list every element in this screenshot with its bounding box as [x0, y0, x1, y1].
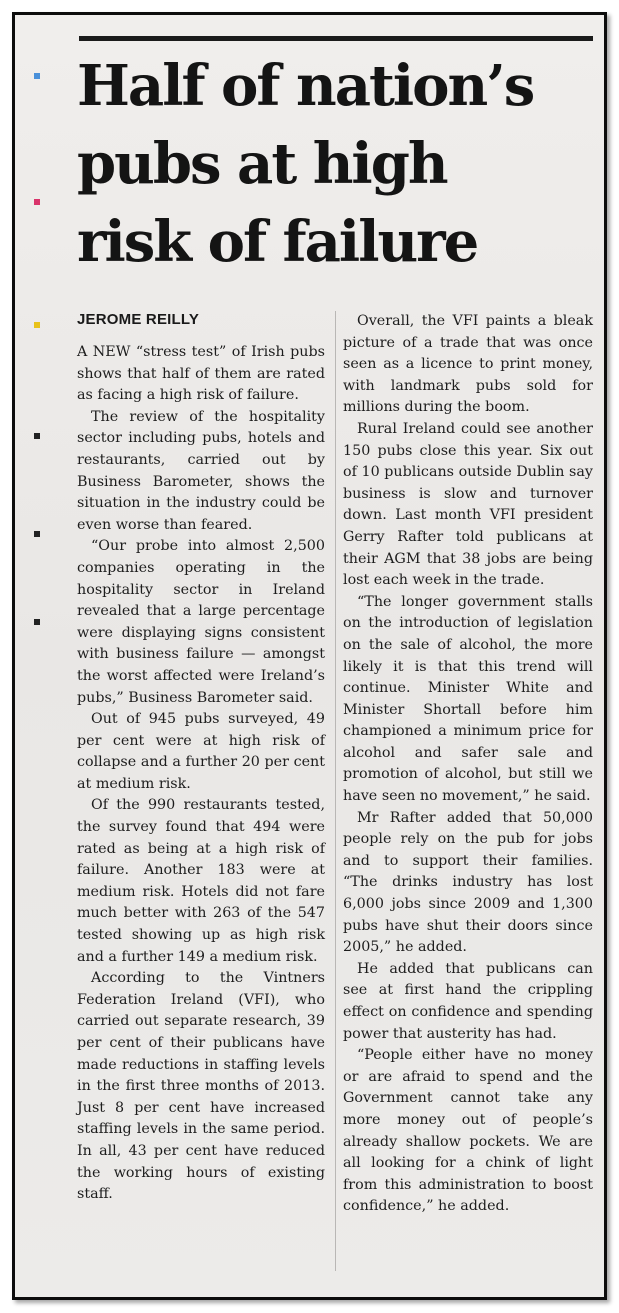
clipping-frame [12, 12, 607, 1300]
top-rule [79, 36, 593, 41]
paragraph: “The longer government stalls on the introduction of legislation on the sale of alcohol, the more likely it is that this trend will continue. Minister White and Minister Shortall before him championed a minimum price for alcohol and safer sale and promotion of alcohol, but still we have seen no movement,” he said. [343, 593, 593, 805]
headline-line: Half of nation’s [77, 53, 534, 119]
black-register-mark [34, 531, 40, 537]
headline-line: pubs at high [77, 131, 447, 197]
paragraph: According to the Vintners Federation Ireland (VFI), who carried out separate research, 39 per cent of their publicans have made reductions in staffing levels in the first three months of 2013. Just 8 per cent have increased staffing levels in the same period. In all, 43 per cent have reduced the working hours of existing staff. [77, 970, 325, 1203]
column-divider [335, 311, 336, 1271]
right-column [343, 311, 593, 1218]
paragraph: He added that publicans can see at first hand the crippling effect on confidence and spending power that austerity has had. [343, 960, 593, 1042]
paragraph: Rural Ireland could see another 150 pubs close this year. Six out of 10 publicans outside Dublin say business is slow and turnover down. Last month VFI president Gerry Rafter told publicans at their AGM that 38 jobs are being lost each week in the trade. [343, 420, 593, 589]
blue-register-mark [34, 73, 40, 79]
headline [77, 47, 597, 281]
paragraph: Of the 990 restaurants tested, the survey found that 494 were rated as being at a high risk of failure. Another 183 were at medium risk. Hotels did not fare much better with 263 of the 547 tested showing up as high risk and a further 149 a medium risk. [77, 797, 325, 965]
paragraph: “People either have no money or are afraid to spend and the Government cannot take any more money out of people’s already shallow pockets. We are all looking for a chink of light from this administration to boost confidence,” he added. [343, 1047, 593, 1215]
black-register-mark [34, 433, 40, 439]
paragraph: The review of the hospitality sector including pubs, hotels and restaurants, carried out by Business Barometer, shows the situation in the industry could be even worse than feared. [77, 408, 325, 533]
paragraph: Out of 945 pubs surveyed, 49 per cent were at high risk of collapse and a further 20 per cent at medium risk. [77, 711, 325, 792]
headline-line: risk of failure [77, 209, 478, 275]
newspaper-clipping [15, 15, 604, 1297]
paragraph: Mr Rafter added that 50,000 people rely on the pub for jobs and to support their families. “The drinks industry has lost 6,000 jobs since 2009 and 1,300 pubs have shut their doors since 2005,” he added. [343, 809, 593, 956]
byline: JEROME REILLY [77, 311, 200, 328]
black-register-mark [34, 619, 40, 625]
yellow-register-mark [34, 322, 40, 328]
left-column [77, 342, 325, 1206]
paragraph: A NEW “stress test” of Irish pubs shows that half of them are rated as facing a high risk of failure. [77, 344, 325, 404]
magenta-register-mark [34, 199, 40, 205]
paragraph: “Our probe into almost 2,500 companies operating in the hospitality sector in Ireland revealed that a large percentage were displaying signs consistent with business failure — amongst the worst affected were Ireland’s pubs,” Business Barometer said. [77, 538, 325, 706]
paragraph: Overall, the VFI paints a bleak picture of a trade that was once seen as a licence to print money, with landmark pubs sold for millions during the boom. [343, 313, 593, 416]
